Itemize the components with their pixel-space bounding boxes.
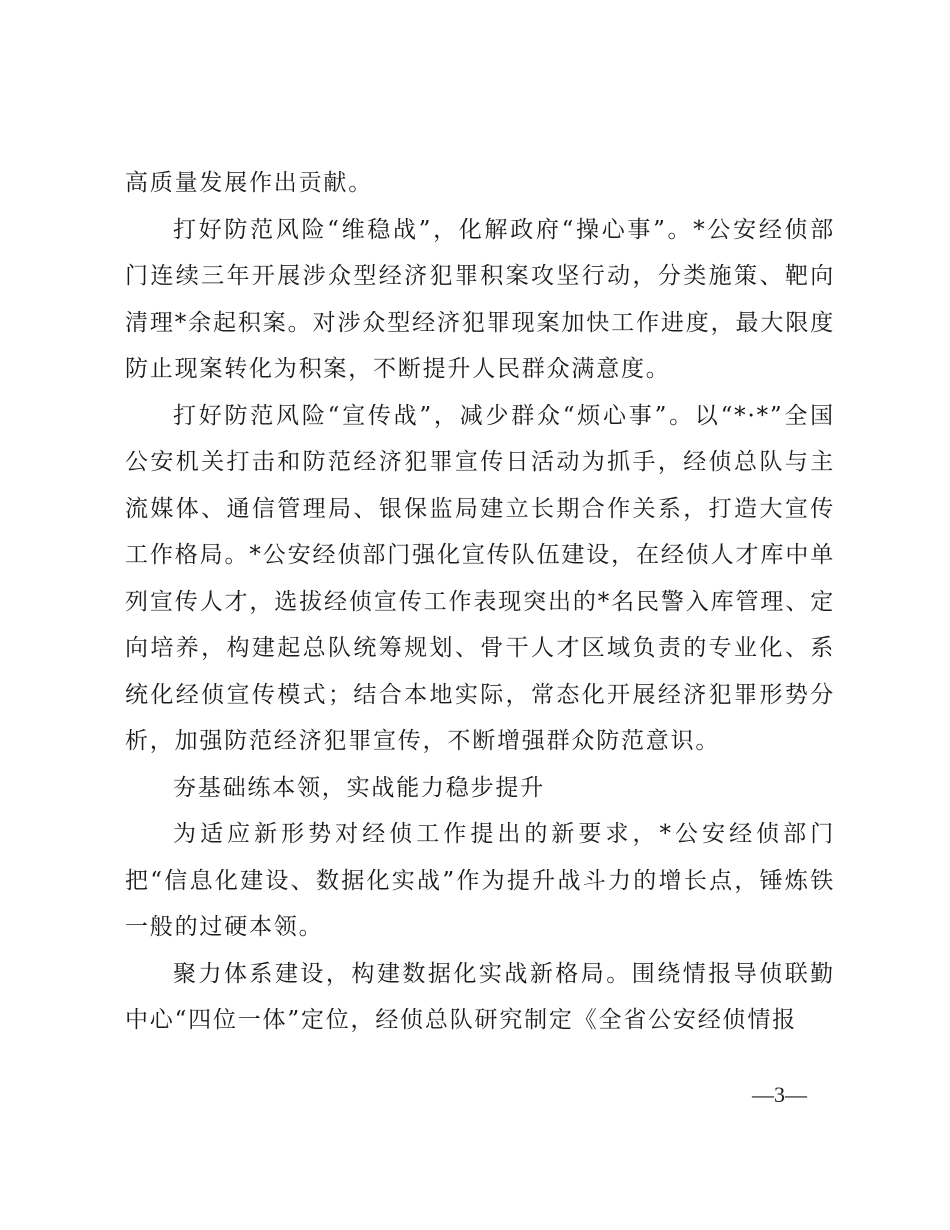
paragraph-continuation: 高质量发展作出贡献。 (125, 170, 373, 196)
section-heading: 夯基础练本领，实战能力稳步提升 (173, 774, 545, 801)
paragraph-publicity-campaign: 打好防范风险“宣传战”，减少群众“烦心事”。以“*·*”全国公安机关打击和防范经济犯罪宣传日活动为抓手，经侦总队与主流媒体、通信管理局、银保监局建立长期合作关系，打造大宣传工作格局。*公安经侦部门强化宣传队伍建设，在经侦人才库中单列宣传人才，选拔经侦宣传工作表现突出的*名民警入库管理、定向培养，构建起总队统筹规划、骨干人才区域负责的专业化、系统化经侦宣传模式；结合本地实际，常态化开展经济犯罪形势分析，加强防范经济犯罪宣传，不断增强群众防范意识。 (125, 402, 835, 754)
paragraph-stability-campaign: 打好防范风险“维稳战”，化解政府“操心事”。*公安经侦部门连续三年开展涉众型经济犯罪积案攻坚行动，分类施策、靶向清理*余起积案。对涉众型经济犯罪现案加快工作进度，最大限度防止现案转化为积案，不断提升人民群众满意度。 (125, 216, 835, 382)
document-body (125, 160, 835, 1044)
paragraph-new-requirements: 为适应新形势对经侦工作提出的新要求，*公安经侦部门把“信息化建设、数据化实战”作为提升战斗力的增长点，锤炼铁一般的过硬本领。 (125, 821, 835, 940)
page-number: —3— (752, 1082, 807, 1107)
paragraph-system-building: 聚力体系建设，构建数据化实战新格局。围绕情报导侦联勤中心“四位一体”定位，经侦总队研究制定《全省公安经侦情报 (125, 960, 835, 1033)
